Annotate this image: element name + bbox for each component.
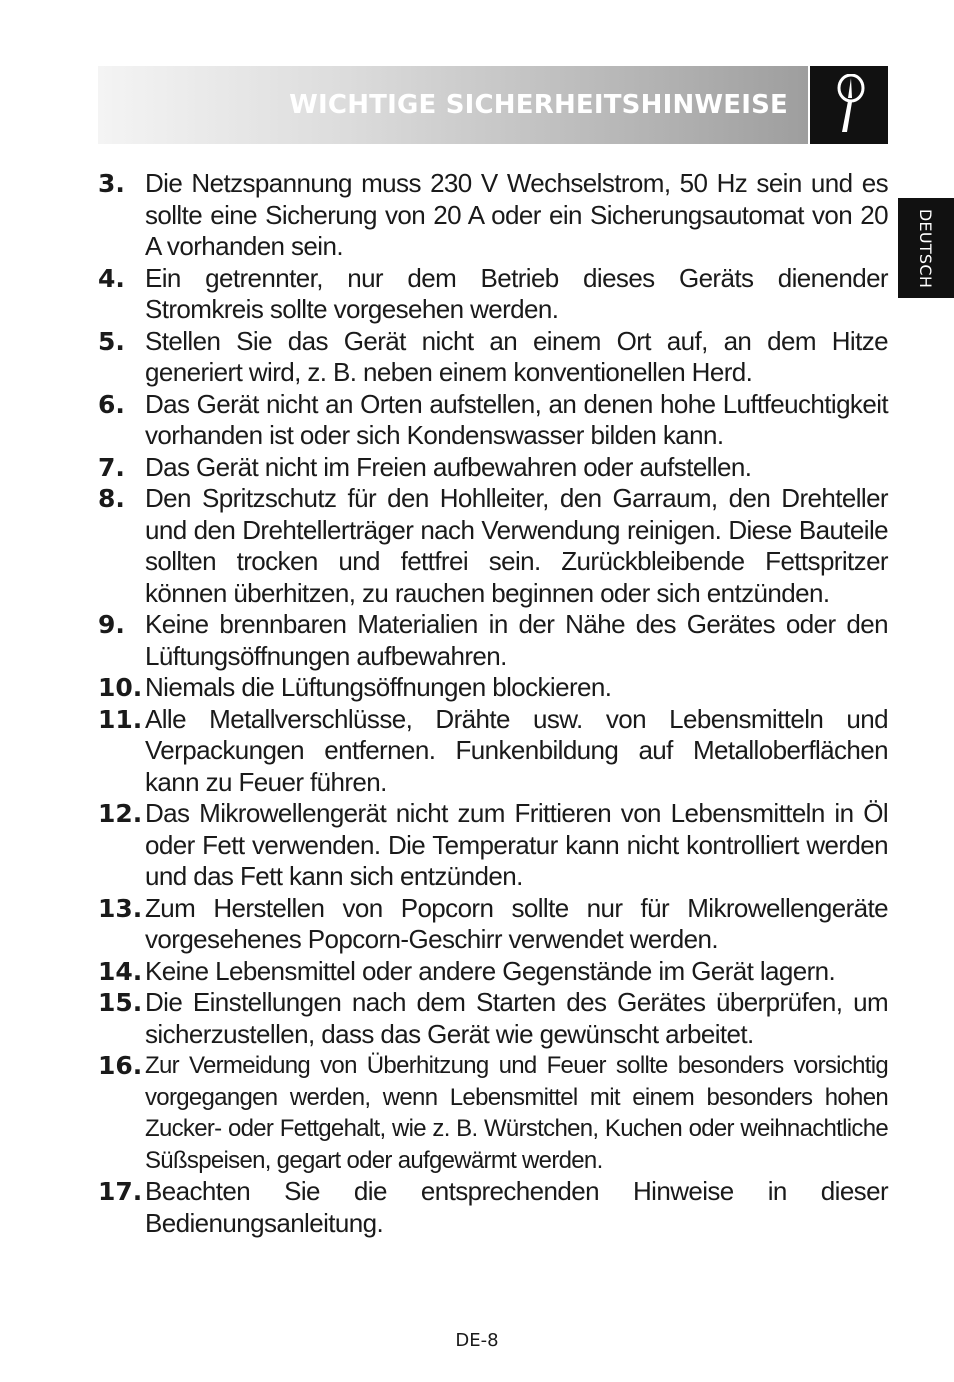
item-number: 9. (98, 610, 125, 639)
list-item (98, 672, 888, 704)
list-item (98, 987, 888, 1050)
list-item (98, 893, 888, 956)
item-text: Die Netzspannung muss 230 V Wechselstrom, 50 Hz sein und es sollte eine Sicherung von 20 A oder ein Sicherungsautomat von 20 A vorhanden sein. (145, 168, 888, 261)
list-item (98, 389, 888, 452)
item-text: Das Gerät nicht im Freien aufbewahren oder aufstellen. (145, 451, 752, 482)
item-text: Das Mikrowellengerät nicht zum Frittieren von Lebensmitteln in Öl oder Fett verwenden. Die Temperatur kann nicht kontrolliert werden und das Fett kann sich entzünden. (145, 798, 888, 891)
item-number: 6. (98, 389, 125, 419)
item-number: 15. (98, 988, 143, 1017)
list-item (98, 1050, 888, 1176)
item-number: 7. (98, 452, 125, 482)
item-text: Stellen Sie das Gerät nicht an einem Ort auf, an dem Hitze generiert wird, z. B. neben einem konventionellen Herd. (145, 325, 888, 387)
item-text: Zur Vermeidung von Überhitzung und Feuer sollte besonders vorsichtig vorgegangen werden, wenn Lebensmittel mit einem besonders hohen Zucker- oder Fettgehalt, wie z. B. Würstchen, Kuchen oder weihnachtliche Süßspeisen, gegart oder aufgewärmt werden. (145, 1052, 888, 1174)
safety-instructions-list (98, 168, 888, 1239)
section-title: WICHTIGE SICHERHEITSHINWEISE (289, 90, 788, 120)
list-item (98, 326, 888, 389)
list-item (98, 704, 888, 799)
section-header (98, 66, 808, 144)
item-number: 16. (98, 1051, 143, 1080)
warning-icon-box (810, 66, 888, 144)
list-item (98, 168, 888, 263)
item-text: Keine Lebensmittel oder andere Gegenstände im Gerät lagern. (145, 955, 836, 986)
item-number: 17. (98, 1177, 143, 1206)
item-number: 12. (98, 799, 143, 828)
list-item (98, 609, 888, 672)
item-text: Den Spritzschutz für den Hohlleiter, den Garraum, den Drehteller und den Drehtellerträger nach Verwendung reinigen. Diese Bauteile sollten trocken und fettfrei sein. Zurückbleibende Fettspritzer können überhitzen, zu rauchen beginnen oder sich entzünden. (145, 483, 888, 608)
page-number: DE-8 (455, 1330, 499, 1351)
list-item (98, 1176, 888, 1239)
item-text: Keine brennbaren Materialien in der Nähe des Gerätes oder den Lüftungsöffnungen aufbewahren. (145, 609, 888, 671)
item-number: 5. (98, 326, 125, 356)
item-text: Alle Metallverschlüsse, Drähte usw. von Lebensmitteln und Verpackungen entfernen. Funkenbildung auf Metalloberflächen kann zu Feuer führen. (145, 703, 888, 797)
list-item (98, 483, 888, 609)
item-number: 3. (98, 169, 125, 198)
language-tab (898, 198, 954, 298)
list-item (98, 263, 888, 326)
item-text: Zum Herstellen von Popcorn sollte nur für Mikrowellengeräte vorgesehenes Popcorn-Geschirr verwendet werden. (145, 892, 888, 954)
item-text: Die Einstellungen nach dem Starten des Gerätes überprüfen, um sicherzustellen, dass das Gerät wie gewünscht arbeitet. (145, 987, 888, 1049)
list-item (98, 956, 888, 988)
language-tab-label: DEUTSCH (916, 208, 936, 288)
list-item (98, 798, 888, 893)
item-text: Ein getrennter, nur dem Betrieb dieses Geräts dienender Stromkreis sollte vorgesehen werden. (145, 262, 888, 324)
item-number: 4. (98, 263, 125, 293)
item-number: 13. (98, 893, 143, 923)
item-number: 10. (98, 673, 143, 702)
item-number: 11. (98, 704, 143, 734)
item-number: 8. (98, 484, 125, 513)
warning-exclamation-icon (829, 74, 869, 136)
item-text: Das Gerät nicht an Orten aufstellen, an denen hohe Luftfeuchtigkeit vorhanden ist oder sich Kondenswasser bilden kann. (145, 388, 888, 450)
list-item (98, 452, 888, 484)
item-text: Beachten Sie die entsprechenden Hinweise in dieser Bedienungsanleitung. (145, 1176, 888, 1238)
item-number: 14. (98, 956, 143, 986)
item-text: Niemals die Lüftungsöffnungen blockieren. (145, 672, 612, 702)
